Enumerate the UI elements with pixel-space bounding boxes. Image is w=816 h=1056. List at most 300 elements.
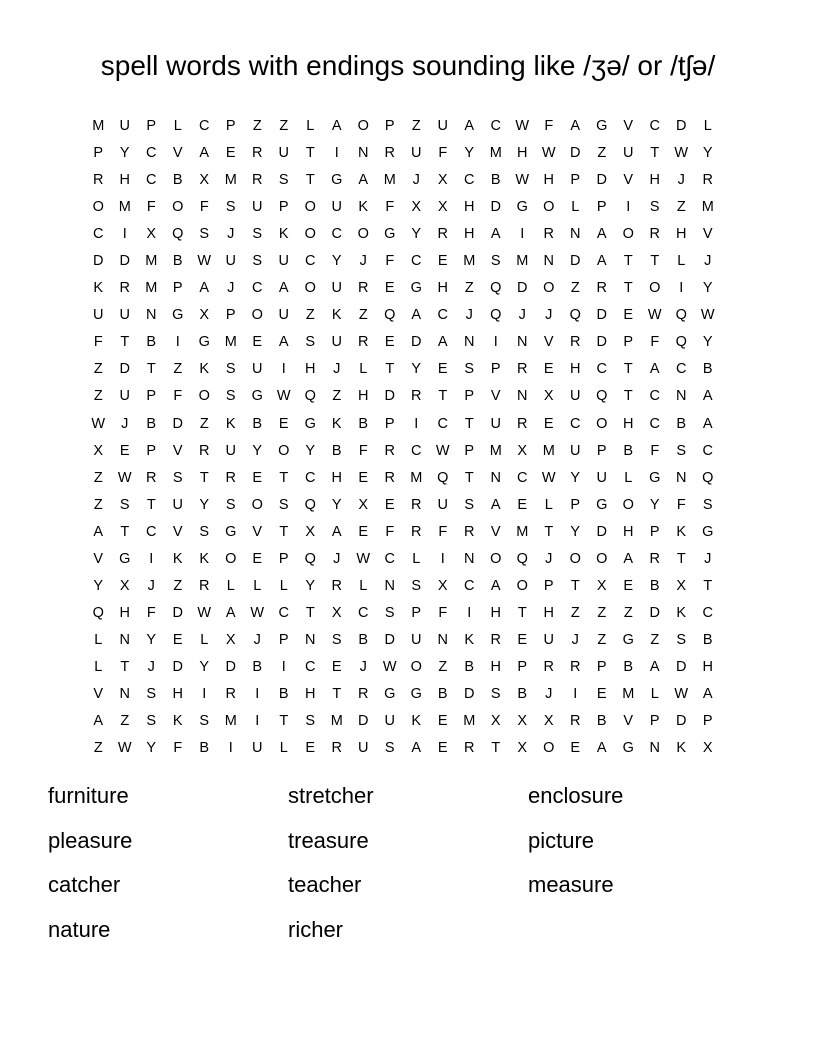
grid-letter: F (199, 199, 209, 216)
grid-letter: G (384, 685, 396, 702)
grid-letter: S (252, 226, 263, 243)
grid-letter: O (569, 550, 581, 567)
grid-letter: H (543, 172, 554, 189)
grid-letter: R (464, 740, 475, 757)
grid-letter: L (544, 496, 553, 513)
grid-letter: R (517, 361, 528, 378)
grid-letter: P (93, 145, 104, 162)
grid-letter: D (490, 199, 501, 216)
grid-letter: M (145, 280, 158, 297)
grid-letter: E (331, 658, 342, 675)
grid-letter: X (437, 199, 448, 216)
grid-letter: H (623, 523, 634, 540)
grid-letter: S (146, 685, 157, 702)
grid-letter: M (224, 713, 237, 730)
grid-letter: M (542, 442, 555, 459)
grid-letter: P (490, 361, 501, 378)
grid-letter: N (464, 550, 475, 567)
word-list-item: teacher (288, 872, 362, 897)
grid-letter: C (93, 226, 104, 243)
grid-letter: X (199, 172, 210, 189)
grid-letter: E (623, 307, 634, 324)
grid-letter: G (410, 685, 422, 702)
grid-letter: R (225, 685, 236, 702)
grid-letter: U (411, 145, 422, 162)
grid-letter: V (172, 442, 183, 459)
grid-letter: W (382, 658, 397, 675)
grid-letter: H (305, 361, 316, 378)
grid-letter: K (199, 550, 210, 567)
grid-letter: Y (702, 280, 713, 297)
grid-letter: S (225, 361, 236, 378)
grid-letter: W (356, 550, 371, 567)
grid-letter: M (330, 713, 343, 730)
grid-letter: O (251, 307, 263, 324)
grid-letter: S (702, 496, 713, 513)
grid-letter: X (437, 172, 448, 189)
grid-letter: C (517, 469, 528, 486)
grid-letter: H (331, 469, 342, 486)
grid-letter: R (570, 334, 581, 351)
grid-letter: E (623, 577, 634, 594)
grid-letter: B (702, 361, 713, 378)
grid-letter: M (463, 713, 476, 730)
grid-letter: W (91, 415, 106, 432)
grid-letter: E (358, 469, 369, 486)
grid-letter: I (149, 550, 154, 567)
grid-letter: X (543, 713, 554, 730)
grid-letter: A (490, 496, 501, 513)
grid-letter: Y (305, 577, 316, 594)
grid-letter: D (596, 334, 607, 351)
grid-letter: J (677, 172, 685, 189)
grid-letter: O (251, 496, 263, 513)
grid-letter: O (543, 280, 555, 297)
grid-letter: A (278, 280, 289, 297)
grid-letter: E (225, 145, 236, 162)
grid-letter: O (172, 199, 184, 216)
grid-letter: S (225, 388, 236, 405)
grid-letter: D (464, 685, 475, 702)
grid-letter: Z (93, 361, 103, 378)
grid-letter: E (437, 713, 448, 730)
grid-letter: E (384, 496, 395, 513)
grid-letter: Q (596, 388, 608, 405)
grid-letter: R (358, 685, 369, 702)
grid-letter: K (676, 604, 687, 621)
grid-letter: W (700, 307, 715, 324)
grid-letter: G (596, 118, 608, 134)
grid-letter: R (119, 280, 130, 297)
grid-letter: D (570, 145, 581, 162)
grid-letter: Z (676, 199, 686, 216)
grid-letter: O (410, 658, 422, 675)
grid-letter: R (331, 740, 342, 757)
grid-letter: C (305, 253, 316, 270)
grid-letter: B (676, 415, 687, 432)
grid-letter: R (543, 226, 554, 243)
grid-letter: R (384, 145, 395, 162)
grid-letter: Z (570, 280, 580, 297)
grid-letter: W (541, 145, 556, 162)
grid-letter: X (702, 740, 713, 757)
grid-letter: G (331, 172, 343, 189)
grid-letter: M (489, 145, 502, 162)
grid-letter: G (622, 740, 634, 757)
grid-letter: R (252, 145, 263, 162)
grid-letter: D (119, 253, 130, 270)
grid-letter: G (516, 199, 528, 216)
grid-letter: N (490, 469, 501, 486)
word-list-item: stretcher (288, 783, 374, 808)
grid-letter: X (146, 226, 157, 243)
grid-letter: Z (332, 388, 342, 405)
grid-letter: P (570, 496, 581, 513)
grid-letter: K (358, 199, 369, 216)
grid-letter: J (518, 307, 526, 324)
grid-letter: A (278, 334, 289, 351)
grid-letter: E (278, 415, 289, 432)
grid-letter: Q (437, 469, 449, 486)
grid-letter: U (278, 307, 289, 324)
grid-letter: W (674, 685, 689, 702)
grid-letter: L (226, 577, 235, 594)
grid-letter: T (544, 523, 554, 540)
grid-letter: M (489, 442, 502, 459)
grid-letter: P (146, 442, 157, 459)
grid-letter: E (305, 740, 316, 757)
grid-letter: E (596, 685, 607, 702)
grid-letter: H (570, 361, 581, 378)
grid-letter: Q (304, 388, 316, 405)
grid-letter: N (384, 577, 395, 594)
grid-letter: I (255, 685, 260, 702)
grid-letter: P (623, 334, 634, 351)
grid-letter: G (384, 226, 396, 243)
grid-letter: I (202, 685, 207, 702)
grid-letter: A (93, 713, 104, 730)
grid-letter: Y (570, 469, 581, 486)
grid-letter: A (649, 658, 660, 675)
grid-letter: B (702, 631, 713, 648)
grid-letter: E (384, 334, 395, 351)
word-list-item: richer (288, 916, 344, 942)
grid-letter: R (411, 496, 422, 513)
grid-letter: Y (649, 496, 660, 513)
grid-letter: P (649, 713, 660, 730)
grid-letter: Y (93, 577, 104, 594)
grid-letter: A (623, 550, 634, 567)
grid-letter: U (570, 442, 581, 459)
grid-letter: E (358, 523, 369, 540)
grid-letter: E (437, 361, 448, 378)
grid-letter: U (358, 740, 369, 757)
grid-letter: Q (675, 307, 687, 324)
grid-letter: W (117, 740, 132, 757)
grid-letter: Z (597, 604, 607, 621)
grid-letter: V (702, 226, 713, 243)
grid-letter: A (702, 388, 713, 405)
grid-letter: S (199, 226, 210, 243)
grid-letter: R (543, 658, 554, 675)
grid-letter: K (172, 713, 183, 730)
grid-letter: C (649, 415, 660, 432)
grid-letter: D (384, 631, 395, 648)
grid-letter: I (679, 280, 684, 297)
grid-letter: Q (516, 550, 528, 567)
grid-letter: M (92, 118, 105, 134)
grid-letter: J (545, 550, 553, 567)
grid-letter: G (172, 307, 184, 324)
grid-letter: Z (93, 740, 103, 757)
grid-letter: Y (305, 442, 316, 459)
grid-letter: L (94, 658, 103, 675)
grid-letter: L (359, 361, 368, 378)
grid-letter: Z (597, 631, 607, 648)
grid-letter: M (410, 469, 423, 486)
grid-letter: R (649, 226, 660, 243)
grid-letter: X (517, 713, 528, 730)
grid-letter: H (172, 685, 183, 702)
grid-letter: U (331, 199, 342, 216)
grid-letter: R (225, 469, 236, 486)
grid-letter: K (331, 307, 342, 324)
grid-letter: N (570, 226, 581, 243)
grid-letter: D (596, 172, 607, 189)
grid-letter: E (543, 361, 554, 378)
grid-letter: U (278, 145, 289, 162)
grid-letter: E (252, 334, 263, 351)
grid-letter: T (650, 145, 660, 162)
grid-letter: W (197, 604, 212, 621)
grid-letter: P (384, 415, 395, 432)
grid-letter: J (465, 307, 473, 324)
grid-letter: G (119, 550, 131, 567)
grid-letter: C (411, 442, 422, 459)
grid-letter: H (119, 604, 130, 621)
grid-letter: L (650, 685, 659, 702)
grid-letter: T (199, 469, 209, 486)
grid-letter: R (93, 172, 104, 189)
grid-letter: C (437, 307, 448, 324)
grid-letter: Q (490, 280, 502, 297)
grid-letter: S (146, 713, 157, 730)
grid-letter: F (650, 334, 660, 351)
grid-letter: Z (173, 361, 183, 378)
grid-letter: S (278, 496, 289, 513)
grid-letter: C (464, 172, 475, 189)
grid-letter: F (438, 145, 448, 162)
grid-letter: C (702, 442, 713, 459)
grid-letter: M (118, 199, 131, 216)
grid-letter: Y (411, 226, 422, 243)
grid-letter: N (464, 334, 475, 351)
grid-letter: M (383, 172, 396, 189)
grid-letter: J (545, 307, 553, 324)
grid-letter: S (199, 523, 210, 540)
grid-letter: W (647, 307, 662, 324)
grid-letter: E (252, 469, 263, 486)
grid-letter: W (197, 253, 212, 270)
grid-letter: V (490, 388, 501, 405)
grid-letter: E (517, 496, 528, 513)
grid-letter: Y (702, 145, 713, 162)
grid-letter: S (490, 685, 501, 702)
grid-letter: O (304, 199, 316, 216)
grid-letter: X (517, 442, 528, 459)
grid-letter: P (225, 118, 236, 134)
grid-letter: J (333, 361, 341, 378)
grid-letter: T (491, 740, 501, 757)
grid-letter: O (225, 550, 237, 567)
grid-letter: B (331, 442, 342, 459)
grid-letter: V (252, 523, 263, 540)
grid-letter: E (252, 550, 263, 567)
grid-letter: O (596, 550, 608, 567)
grid-letter: M (224, 334, 237, 351)
grid-letter: J (227, 226, 235, 243)
grid-letter: T (623, 253, 633, 270)
grid-letter: P (649, 523, 660, 540)
grid-letter: U (331, 280, 342, 297)
grid-letter: A (490, 577, 501, 594)
word-list-item: measure (528, 872, 614, 897)
grid-letter: T (305, 172, 315, 189)
grid-letter: Z (199, 415, 209, 432)
word-list-item: furniture (48, 783, 129, 808)
word-list-item: picture (528, 827, 595, 853)
grid-letter: Y (146, 631, 157, 648)
grid-letter: H (649, 172, 660, 189)
grid-letter: C (358, 604, 369, 621)
grid-letter: R (411, 388, 422, 405)
grid-letter: O (596, 415, 608, 432)
grid-letter: D (119, 361, 130, 378)
grid-letter: C (384, 550, 395, 567)
grid-letter: P (278, 550, 289, 567)
grid-letter: G (622, 631, 634, 648)
grid-letter: B (172, 253, 183, 270)
grid-letter: R (384, 469, 395, 486)
grid-letter: K (331, 415, 342, 432)
grid-letter: G (251, 388, 263, 405)
grid-letter: S (172, 469, 183, 486)
grid-letter: W (435, 442, 450, 459)
grid-letter: U (437, 496, 448, 513)
grid-letter: K (676, 523, 687, 540)
grid-letter: S (225, 496, 236, 513)
grid-letter: Q (702, 469, 714, 486)
grid-letter: T (517, 604, 527, 621)
grid-letter: T (279, 469, 289, 486)
grid-letter: A (596, 253, 607, 270)
grid-letter: P (172, 280, 183, 297)
grid-letter: H (623, 415, 634, 432)
grid-letter: U (278, 253, 289, 270)
grid-letter: R (702, 172, 713, 189)
grid-letter: R (146, 469, 157, 486)
grid-letter: D (676, 118, 687, 134)
grid-letter: A (702, 685, 713, 702)
grid-letter: P (464, 388, 475, 405)
grid-letter: S (305, 334, 316, 351)
grid-letter: C (305, 658, 316, 675)
grid-letter: J (359, 253, 367, 270)
grid-letter: X (676, 577, 687, 594)
grid-letter: N (517, 388, 528, 405)
grid-letter: T (120, 523, 130, 540)
grid-letter: D (676, 713, 687, 730)
grid-letter: T (464, 469, 474, 486)
grid-letter: P (278, 199, 289, 216)
grid-letter: F (544, 118, 554, 134)
grid-letter: L (279, 740, 288, 757)
grid-letter: C (146, 172, 157, 189)
grid-letter: M (463, 253, 476, 270)
grid-letter: B (623, 442, 634, 459)
grid-letter: E (517, 631, 528, 648)
grid-letter: D (358, 713, 369, 730)
grid-letter: R (358, 280, 369, 297)
grid-letter: C (649, 118, 660, 134)
grid-letter: K (464, 631, 475, 648)
grid-letter: R (490, 631, 501, 648)
grid-letter: A (331, 523, 342, 540)
grid-letter: K (411, 713, 422, 730)
grid-letter: V (623, 713, 634, 730)
grid-letter: A (411, 740, 422, 757)
grid-letter: Y (146, 740, 157, 757)
grid-letter: C (278, 604, 289, 621)
grid-letter: J (147, 577, 155, 594)
grid-letter: I (440, 550, 445, 567)
grid-letter: N (305, 631, 316, 648)
grid-letter: W (276, 388, 291, 405)
grid-letter: U (490, 415, 501, 432)
grid-letter: Q (490, 307, 502, 324)
grid-letter: O (490, 550, 502, 567)
grid-letter: W (541, 469, 556, 486)
grid-letter: G (596, 496, 608, 513)
grid-letter: U (119, 307, 130, 324)
grid-letter: A (93, 523, 104, 540)
grid-letter: T (464, 415, 474, 432)
grid-letter: P (596, 658, 607, 675)
grid-letter: Y (331, 253, 342, 270)
grid-letter: V (623, 172, 634, 189)
grid-letter: H (543, 604, 554, 621)
grid-letter: B (146, 415, 157, 432)
grid-letter: N (649, 740, 660, 757)
grid-letter: Y (199, 496, 210, 513)
grid-letter: X (331, 604, 342, 621)
grid-letter: D (172, 604, 183, 621)
grid-letter: S (649, 199, 660, 216)
grid-letter: T (146, 496, 156, 513)
grid-letter: A (464, 118, 475, 134)
grid-letter: B (199, 740, 210, 757)
grid-letter: B (490, 172, 501, 189)
grid-letter: S (411, 577, 422, 594)
grid-letter: I (573, 685, 578, 702)
grid-letter: T (385, 361, 395, 378)
grid-letter: J (704, 253, 712, 270)
grid-letter: F (173, 740, 183, 757)
grid-letter: F (650, 442, 660, 459)
grid-letter: X (411, 199, 422, 216)
grid-letter: M (516, 253, 529, 270)
grid-letter: I (520, 226, 525, 243)
